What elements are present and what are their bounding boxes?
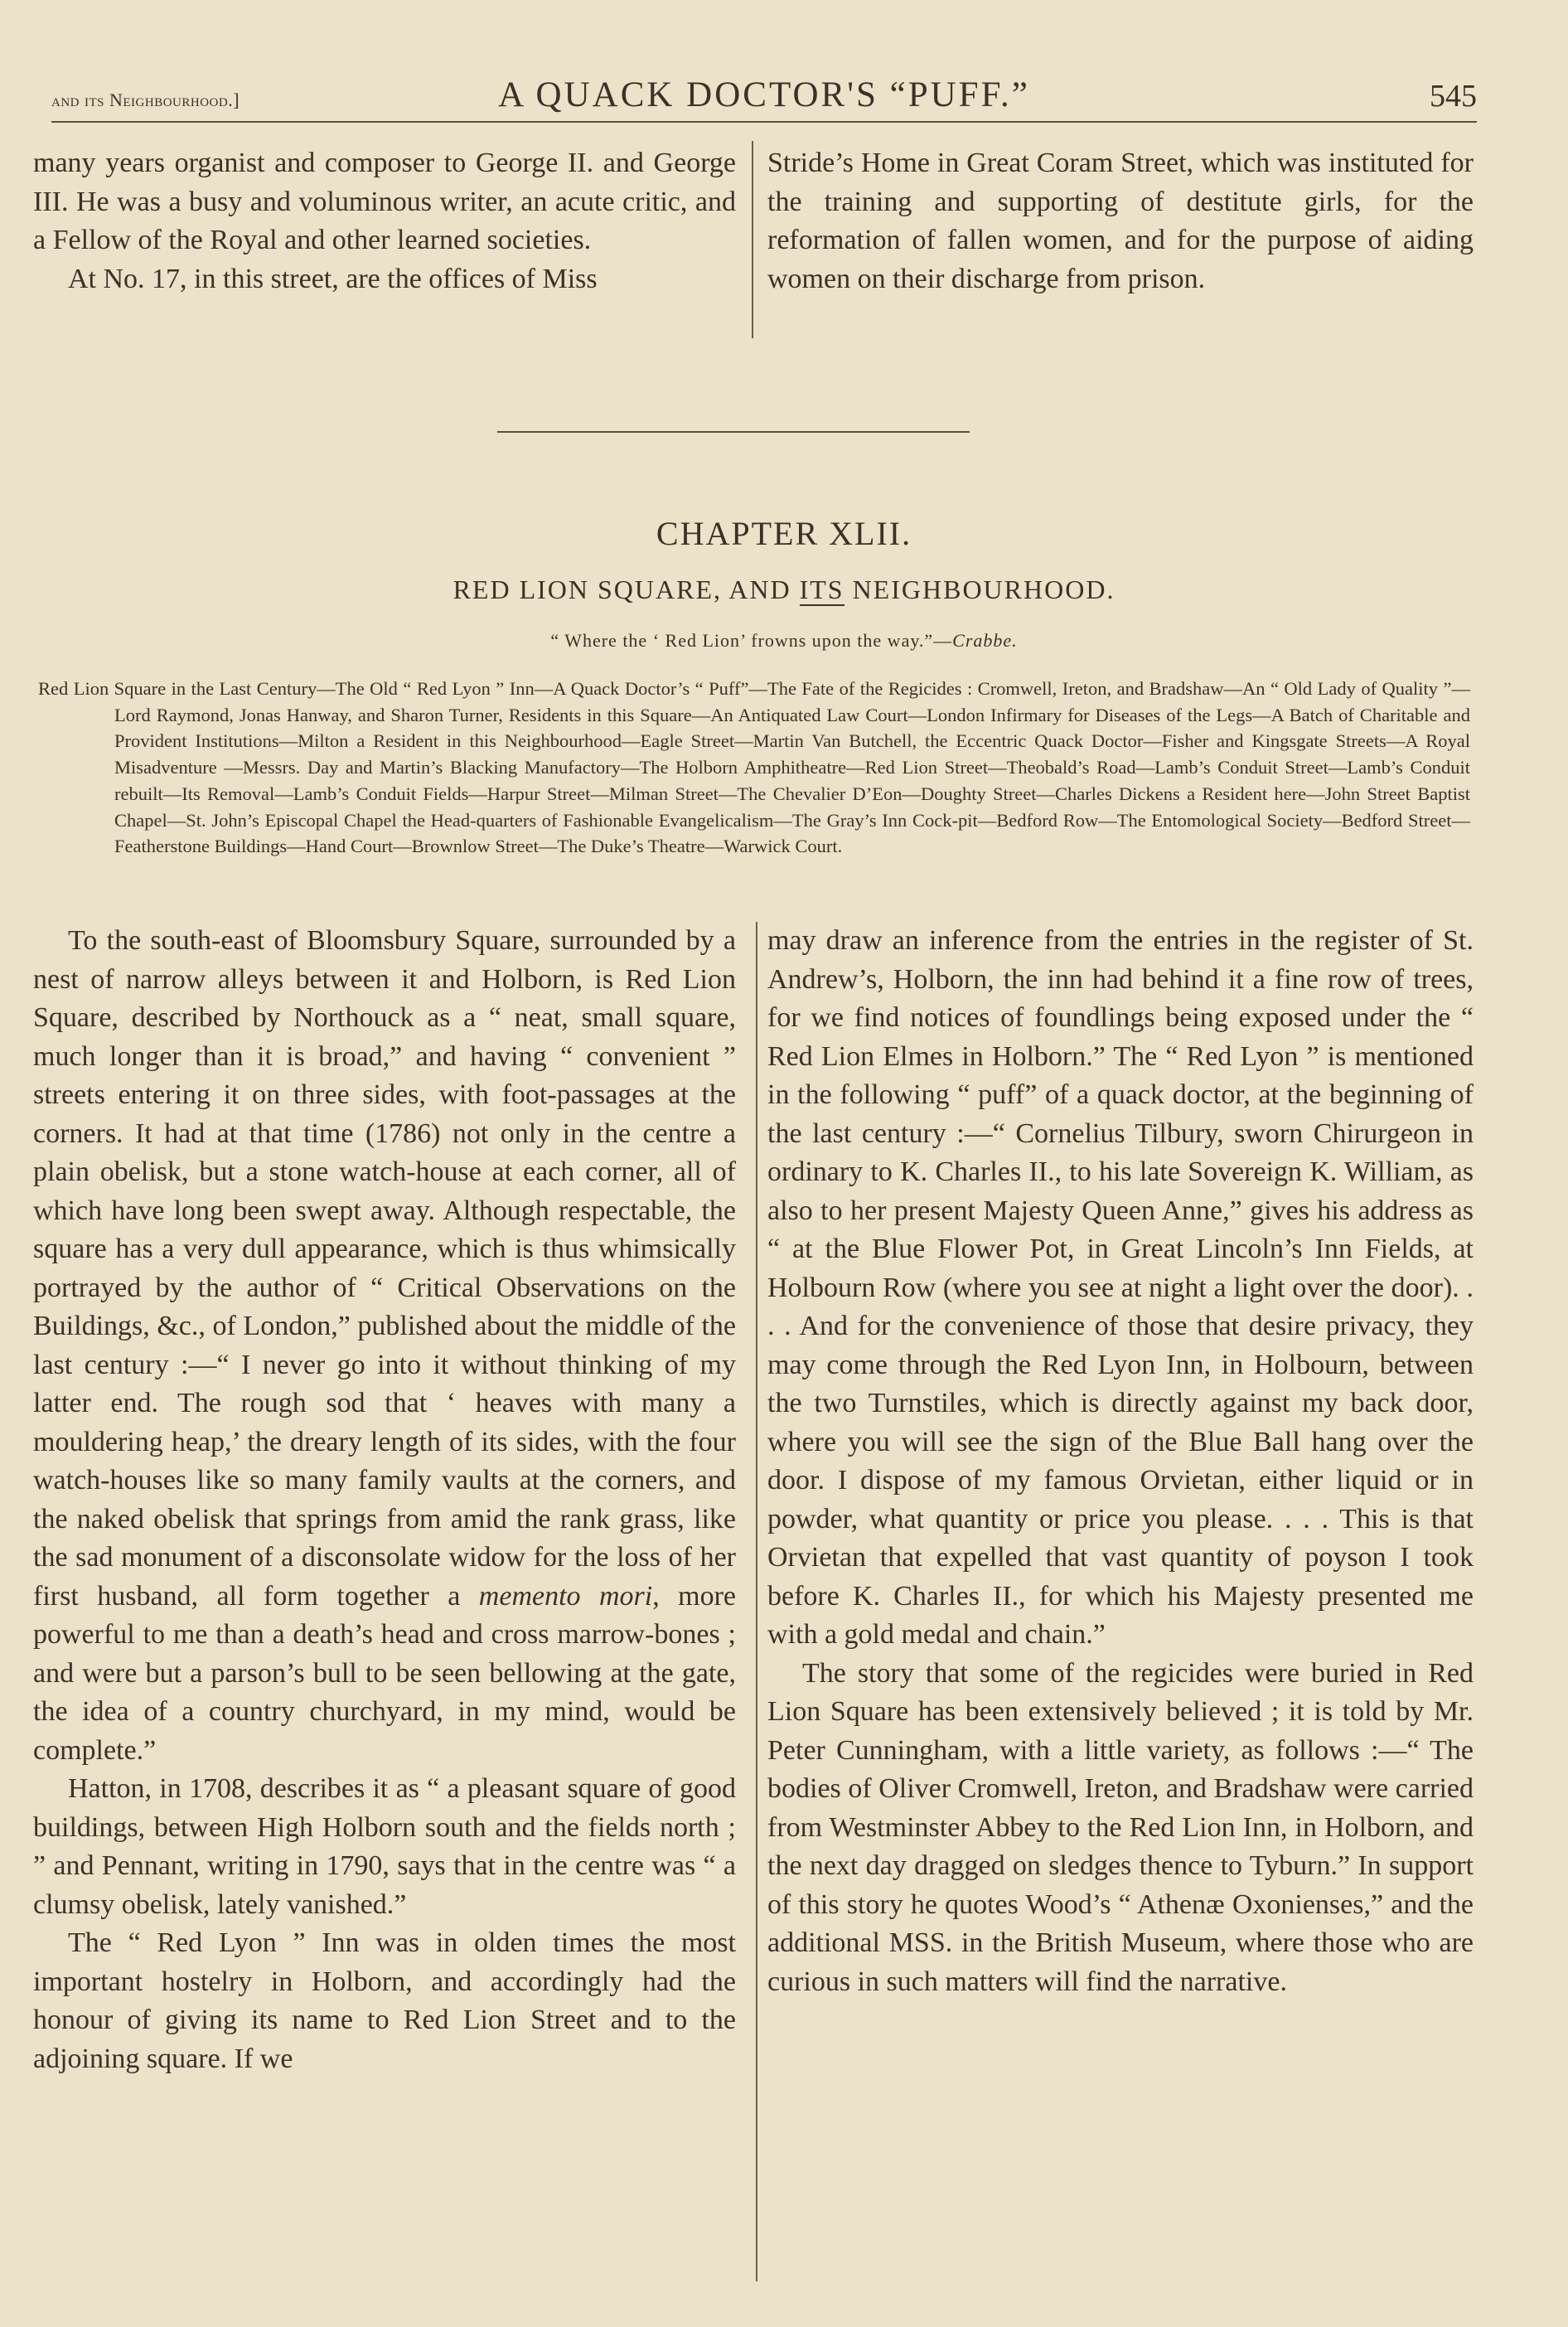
main-left-column: [33, 922, 736, 2078]
paragraph: Stride’s Home in Great Coram Street, which was instituted for the training and supporting of destitute girls, for the reformation of fallen women, and for the purpose of aiding women on their discharge from prison.: [767, 148, 1474, 294]
section-separator: [497, 431, 970, 433]
paragraph: may draw an inference from the entries in the register of St. Andrew’s, Holborn, the inn had behind it a fine row of trees, for we find notices of foundlings being exposed under the “ Red Lion Elmes in Holborn.” The “ Red Lyon ” is mentioned in the following “ puff” of a quack doctor, at the beginning of the last century :—“ Cornelius Tilbury, sworn Chirurgeon in ordinary to K. Charles II., to his late Sovereign K. William, as also to her present Majesty Queen Anne,” gives his address as “ at the Blue Flower Pot, in Great Lincoln’s Inn Fields, at Holbourn Row (where you see at night a light over the door). . . . And for the convenience of those that desire privacy, they may come through the Red Lyon Inn, in Holbourn, between the two Turnstiles, which is directly against my back door, where you will see the sign of the Blue Ball hang over the door. I dispose of my famous Orvietan, either liquid or in powder, what quantity or price you please. . . . This is that Orvietan that expelled that vast quantity of poyson I took before K. Charles II., for which his Majesty presented me with a gold medal and chain.”: [767, 925, 1474, 1650]
header-rule: [51, 121, 1477, 123]
top-right-column: [767, 144, 1474, 298]
paragraph: many years organist and composer to George II. and George III. He was a busy and voluminous writer, an acute critic, and a Fellow of the Royal and other learned societies.: [33, 148, 736, 255]
chapter-synopsis: [38, 676, 1470, 860]
chapter-title-part: ITS: [799, 574, 844, 604]
top-left-column: [33, 144, 736, 298]
paragraph: At No. 17, in this street, are the offices of Miss: [68, 263, 598, 294]
page-number: 545: [1430, 79, 1477, 114]
epigraph-text: “ Where the ‘ Red Lion’ frowns upon the way.”—: [550, 630, 953, 651]
paragraph-text: To the south-east of Bloomsbury Square, surrounded by a nest of narrow alleys between it and Holborn, is Red Lion Square, described by Northouck as a “ neat, small square, much longer than it is broad,” and having “ convenient ” streets entering it on three sides, with foot-passages at the corners. It had at that time (1786) not only in the centre a plain obelisk, but a stone watch-house at each corner, all of which have long been swept away. Although respectable, the square has a very dull appearance, which is thus whimsically portrayed by the author of “ Critical Observations on the Buildings, &c., of London,” published about the middle of the last century :—“ I never go into it without thinking of my latter end. The rough sod that ‘ heaves with many a mouldering heap,’ the dreary length of its sides, with the four watch-houses like so many family vaults at the corners, and the naked obelisk that springs from amid the rank grass, like the sad monument of a disconsolate widow for the loss of her first husband, all form together a: [33, 925, 736, 1612]
running-head: [51, 75, 1477, 124]
paragraph: The story that some of the regicides were buried in Red Lion Square has been extensively believed ; it is told by Mr. Peter Cunningham, with a little variety, as follows :—“ The bodies of Oliver Cromwell, Ireton, and Bradshaw were carried from Westminster Abbey to the Red Lion Inn, in Holborn, and the next day dragged on sledges thence to Tyburn.” In support of this story he quotes Wood’s “ Athenæ Oxonienses,” and the additional MSS. in the British Museum, where those who are curious in such matters will find the narrative.: [767, 1657, 1474, 1997]
chapter-title: [0, 574, 1568, 605]
column-divider: [756, 922, 757, 2281]
epigraph-author: Crabbe.: [952, 630, 1018, 651]
synopsis-text: Red Lion Square in the Last Century—The Old “ Red Lyon ” Inn—A Quack Doctor’s “ Puff”—The Fate of the Regicides : Cromwell, Ireton, and Bradshaw—An “ Old Lady of Quality ”—Lord Raymond, Jonas Hanway, and Sharon Turner, Residents in this Square—An Antiquated Law Court—London Infirmary for Diseases of the Legs—A Batch of Charitable and Provident Institutions—Milton a Resident in this Neighbourhood—Eagle Street—Martin Van Butchell, the Eccentric Quack Doctor—Fisher and Kingsgate Streets—A Royal Misadventure —Messrs. Day and Martin’s Blacking Manufactory—The Holborn Amphitheatre—Red Lion Street—Theobald’s Road—Lamb’s Conduit Street—Lamb’s Conduit rebuilt—Its Removal—Lamb’s Conduit Fields—Harpur Street—Milman Street—The Chevalier D’Eon—Doughty Street—Charles Dickens a Resident here—John Street Baptist Chapel—St. John’s Episcopal Chapel the Head-quarters of Fashionable Evangelicalism—The Gray’s Inn Cock-pit—Bedford Row—The Entomological Society—Bedford Street—Featherstone Buildings—Hand Court—Brownlow Street—The Duke’s Theatre—Warwick Court.: [38, 678, 1470, 857]
chapter-title-part: NEIGHBOURHOOD.: [844, 574, 1116, 604]
column-divider: [752, 141, 753, 338]
main-right-column: [767, 922, 1474, 2001]
paragraph: Hatton, in 1708, describes it as “ a pleasant square of good buildings, between High Holborn south and the fields north ; ” and Pennant, writing in 1790, says that in the centre was “ a clumsy obelisk, lately vanished.”: [33, 1773, 736, 1920]
epigraph: [0, 630, 1568, 652]
latin-phrase: memento mori: [478, 1580, 653, 1612]
paragraph-text: , more powerful to me than a death’s head and cross marrow-bones ; and were but a parson’s bull to be seen bellowing at the gate, the idea of a country churchyard, in my mind, would be complete.”: [33, 1580, 737, 1766]
paragraph: [33, 922, 736, 1770]
chapter-title-part: RED LION SQUARE, AND: [452, 574, 800, 604]
running-head-title: A QUACK DOCTOR'S “PUFF.”: [498, 75, 1030, 114]
chapter-number: CHAPTER XLII.: [656, 515, 912, 552]
paragraph: The “ Red Lyon ” Inn was in olden times the most important hostelry in Holborn, and accordingly had the honour of giving its name to Red Lion Street and to the adjoining square. If we: [33, 1927, 736, 2074]
running-head-section: and its Neighbourhood.]: [51, 90, 240, 110]
